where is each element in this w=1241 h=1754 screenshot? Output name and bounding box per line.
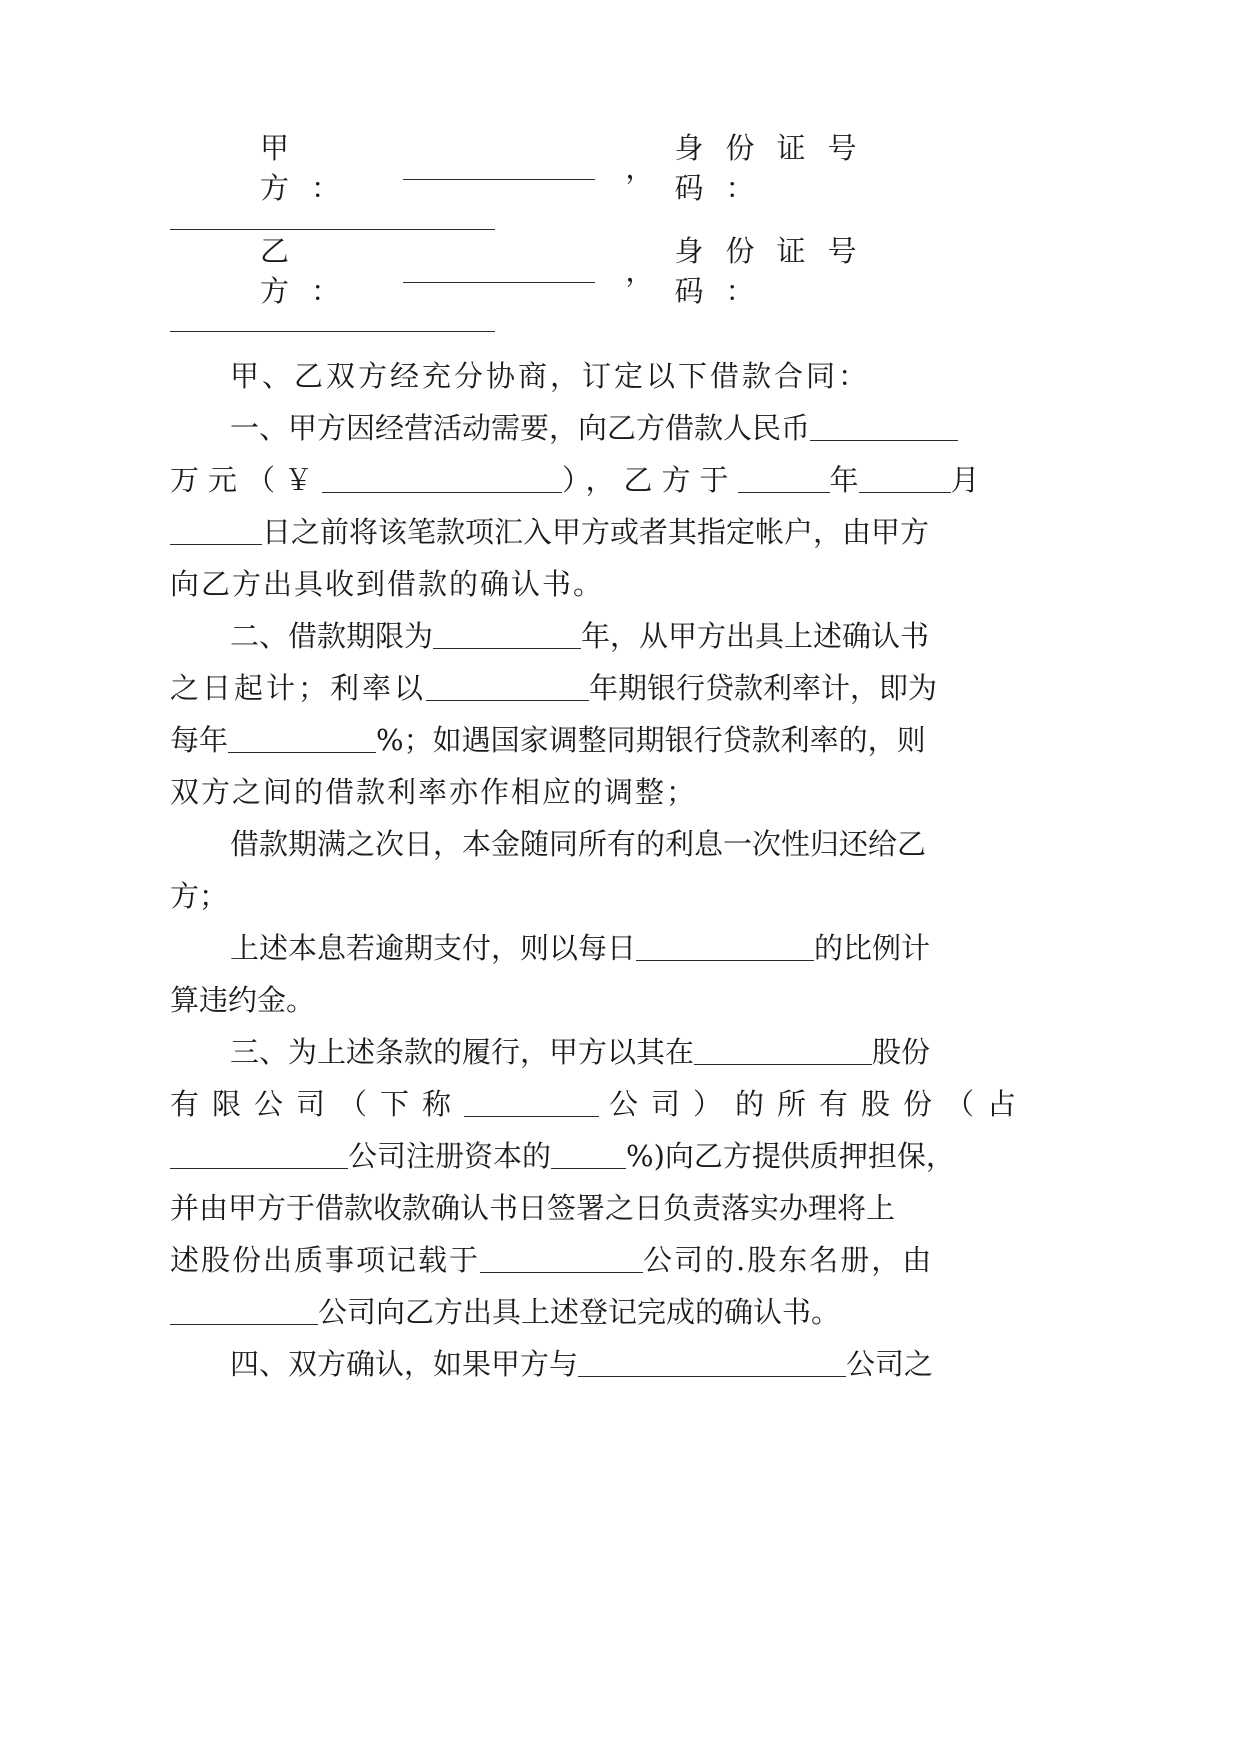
- loan-amount-figure-blank[interactable]: [322, 470, 562, 493]
- capital-percent-blank[interactable]: [551, 1146, 626, 1169]
- clause1-text2b: ），乙方于: [562, 463, 738, 497]
- clause2-line4: 双方之间的借款利率亦作相应的调整；: [170, 775, 698, 809]
- transfer-day-blank[interactable]: [170, 522, 262, 545]
- annual-rate-blank[interactable]: [228, 730, 376, 753]
- clause2-text7a: 上述本息若逾期支付，则以每日: [230, 931, 637, 965]
- clause2-text3b: %；如遇国家调整同期银行贷款利率的，则: [376, 723, 926, 757]
- clause1-text3: 日之前将该笔款项汇入甲方或者其指定帐户，由甲方: [262, 515, 930, 549]
- clause1-line4: 向乙方出具收到借款的确认书。: [170, 567, 605, 601]
- party-a-name-blank[interactable]: [403, 157, 596, 180]
- clause3-line4: 并由甲方于借款收款确认书日签署之日负责落实办理将上: [170, 1191, 896, 1225]
- intro-line: 甲、乙双方经充分协商，订定以下借款合同：: [230, 359, 871, 393]
- clause3-text5a: 述股份出质事项记载于: [170, 1243, 481, 1277]
- clause1-text1: 一、甲方因经营活动需要，向乙方借款人民币: [230, 411, 811, 445]
- clause3-text1b: 股份: [872, 1035, 931, 1069]
- clause2-text3a: 每年: [170, 723, 229, 757]
- party-a-row: [260, 131, 940, 205]
- clause2-text1a: 二、借款期限为: [230, 619, 434, 653]
- clause1-line3: [170, 512, 929, 552]
- clause1-text2a: 万元（￥: [170, 463, 323, 497]
- clause4-text1a: 四、双方确认，如果甲方与: [230, 1347, 579, 1381]
- party-b-comma: ，: [625, 254, 655, 288]
- issuing-company-blank[interactable]: [170, 1302, 318, 1325]
- party-a-comma: ，: [625, 151, 655, 185]
- clause3-text6: 公司向乙方出具上述登记完成的确认书。: [318, 1295, 841, 1329]
- clause3-text2b: 公司）的所有股份（占: [609, 1087, 1030, 1121]
- penalty-rate-blank[interactable]: [636, 938, 814, 961]
- party-b-id-label: 身份证号码：: [674, 234, 879, 308]
- party-b-label: 乙方：: [260, 234, 363, 308]
- clause1-line1: [230, 408, 958, 448]
- party-b-name-blank[interactable]: [403, 260, 596, 283]
- clause4-text1b: 公司之: [846, 1347, 934, 1381]
- share-percent-blank[interactable]: [170, 1146, 348, 1169]
- clause4-line1: [230, 1344, 933, 1384]
- company-short-name-blank[interactable]: [464, 1094, 599, 1117]
- register-company-blank[interactable]: [480, 1250, 643, 1273]
- clause3-text3a: 公司注册资本的: [348, 1139, 552, 1173]
- clause2-line5: 借款期满之次日，本金随同所有的利息一次性归还给乙: [230, 827, 927, 861]
- clause4-company-blank[interactable]: [578, 1354, 846, 1377]
- clause2-text1b: 年，从甲方出具上述确认书: [581, 619, 930, 653]
- clause3-line3: [170, 1136, 955, 1176]
- clause2-text2b: 年期银行贷款利率计，即为: [589, 671, 938, 705]
- clause3-text3b: %)向乙方提供质押担保，: [626, 1139, 955, 1173]
- clause2-text7b: 的比例计: [814, 931, 931, 965]
- clause2-line8: 算违约金。: [170, 983, 316, 1017]
- clause1-year-label: 年: [829, 463, 859, 497]
- party-a-label: 甲方：: [260, 131, 363, 205]
- loan-amount-blank[interactable]: [810, 418, 958, 441]
- clause2-line2: [170, 668, 937, 708]
- transfer-year-blank[interactable]: [738, 470, 830, 493]
- party-a-id-blank[interactable]: [170, 229, 495, 230]
- party-b-row: [260, 234, 940, 308]
- clause3-line6: [170, 1292, 840, 1332]
- party-a-id-label: 身份证号码：: [674, 131, 879, 205]
- clause2-line6: 方；: [170, 879, 229, 913]
- clause3-line5: [170, 1240, 933, 1280]
- clause3-text2a: 有限公司（下称: [170, 1087, 465, 1121]
- loan-term-blank[interactable]: [433, 626, 581, 649]
- clause2-line3: [170, 720, 926, 760]
- company-name-blank[interactable]: [694, 1042, 872, 1065]
- clause1-month-label: 月: [950, 463, 980, 497]
- rate-term-blank[interactable]: [426, 678, 589, 701]
- transfer-month-blank[interactable]: [859, 470, 951, 493]
- clause2-line1: [230, 616, 929, 656]
- clause3-text1a: 三、为上述条款的履行，甲方以其在: [230, 1035, 695, 1069]
- clause1-line2: [170, 460, 980, 500]
- clause2-text2a: 之日起计；利率以: [170, 671, 427, 705]
- clause3-line1: [230, 1032, 930, 1072]
- clause2-line7: [230, 928, 930, 968]
- clause3-line2: [170, 1084, 1029, 1124]
- clause3-text5b: 公司的.股东名册，由: [643, 1243, 934, 1277]
- party-b-id-blank[interactable]: [170, 331, 495, 332]
